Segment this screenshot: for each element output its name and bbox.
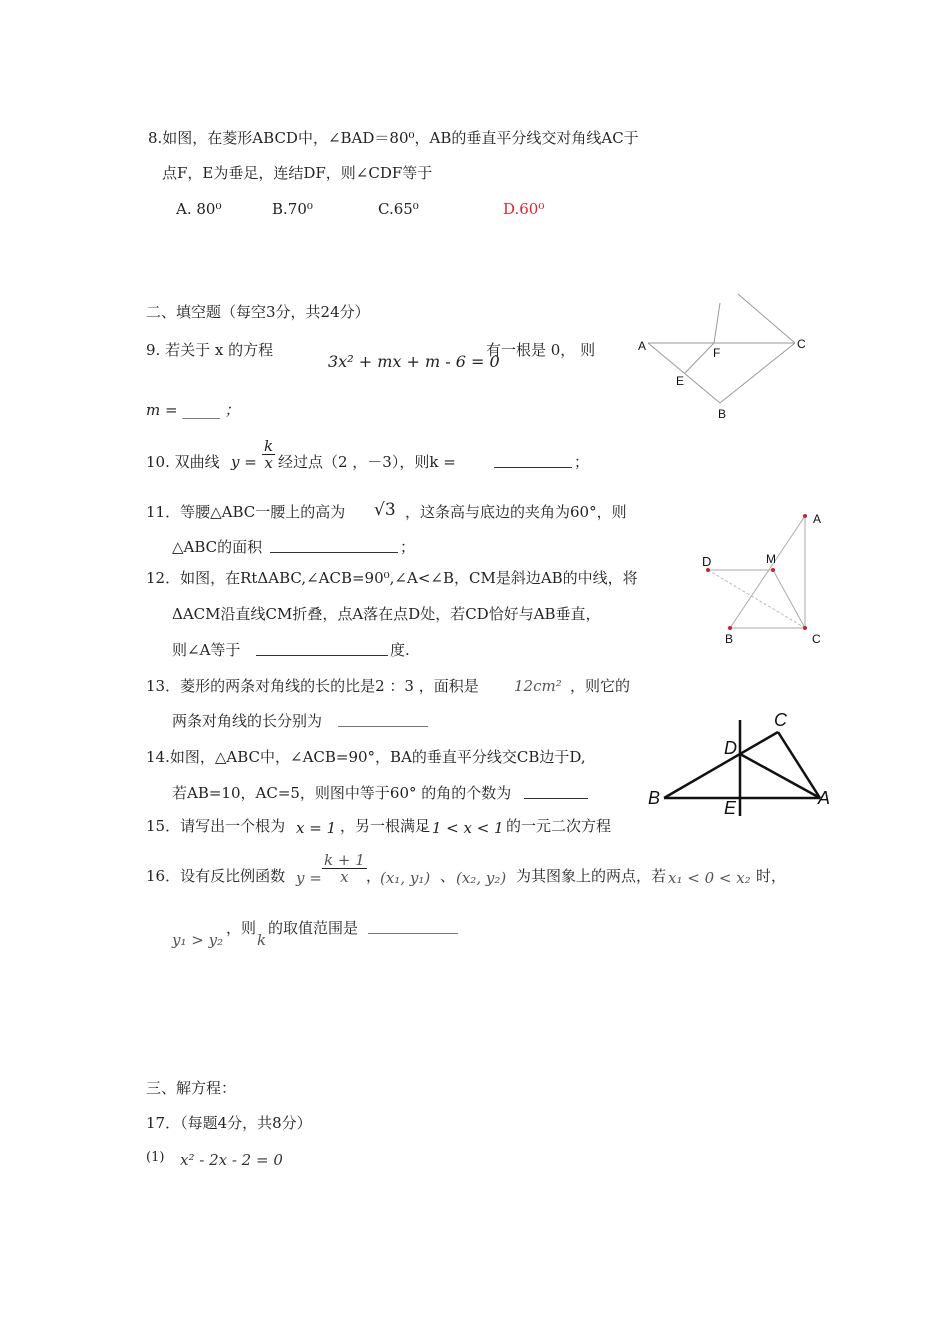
q9-suffix: 有一根是 0， 则: [486, 341, 596, 359]
fig-line-da: [740, 754, 820, 798]
q9-answer-line: m = _____ ；: [146, 401, 240, 419]
q16-sep: 、: [440, 867, 456, 885]
q17-part1-label: (1): [146, 1150, 165, 1165]
q9-equation: 3x² + mx + m - 6 = 0: [328, 352, 500, 371]
q13-blank[interactable]: [338, 712, 428, 727]
fig-label-d: D: [702, 554, 712, 569]
fig-label-a: A: [813, 512, 822, 526]
fig-side-ca: [778, 732, 820, 798]
q17-part1-equation: x² - 2x - 2 = 0: [180, 1151, 283, 1169]
q16-frac-num: k + 1: [324, 851, 365, 869]
q12-line1: 12．如图，在RtΔABC,∠ACB=90⁰,∠A<∠B，CM是斜边AB的中线，将: [146, 569, 638, 587]
fig-point-b: [728, 626, 732, 630]
q10-y: y =: [231, 453, 257, 471]
fig-label-c: C: [812, 632, 821, 646]
q16-f: 的取值范围是: [268, 919, 359, 937]
q8-option-b: B.70⁰: [272, 200, 313, 218]
q16-fn-lhs: y =: [296, 869, 322, 887]
q11-line1a: 11．等腰△ABC一腰上的高为: [146, 503, 346, 521]
q16-point2: (x₂, y₂): [456, 869, 507, 887]
fig-point-m: [771, 568, 775, 572]
fig-point-a: [803, 514, 807, 518]
q16-cond: x₁ < 0 < x₂: [668, 869, 751, 887]
q8-option-c: C.65⁰: [378, 200, 419, 218]
q11-line2: △ABC的面积: [172, 538, 263, 556]
fig-hyp-ab: [730, 516, 805, 628]
fig-label-b: B: [648, 788, 661, 808]
q8-option-a: A. 80⁰: [176, 200, 222, 218]
fig-label-a: A: [818, 788, 831, 808]
fig-label-f: F: [713, 346, 721, 360]
fold-figure: [698, 508, 828, 648]
q12-line3a: 则∠A等于: [172, 641, 241, 659]
q16-fraction: [320, 852, 369, 885]
section2-title: 二、填空题（每空3分，共24分）: [146, 303, 370, 321]
q10-frac-num: k: [264, 437, 274, 455]
q13-area: 12cm²: [514, 677, 562, 695]
q16-b: ，: [366, 867, 382, 885]
fig-label-b: B: [725, 632, 734, 646]
fig-label-c: C: [797, 337, 806, 351]
fig-line-dc: [738, 294, 795, 343]
rhombus-figure: [630, 288, 820, 426]
fig-label-a: A: [638, 339, 647, 353]
q17-title: 17．（每题4分，共8分）: [146, 1114, 312, 1132]
triangle-figure: [640, 708, 840, 820]
fig-side-bc: [720, 343, 795, 403]
q11-sqrt: √3: [374, 500, 396, 520]
q16-a: 16．设有反比例函数: [146, 867, 286, 885]
q13-line1a: 13．菱形的两条对角线的长的比是2 ：3 ，面积是: [146, 677, 479, 695]
fig-label-b: B: [718, 407, 727, 421]
q10-prefix: 10. 双曲线: [146, 453, 220, 471]
q15-range: - 1 < x < 1: [422, 819, 504, 837]
q9-prefix: 9. 若关于 x 的方程: [146, 341, 274, 359]
q11-end: ；: [400, 538, 416, 556]
fig-line-mc: [773, 570, 805, 628]
q15-root: x = 1: [296, 819, 337, 837]
q8-line2: 点F，E为垂足，连结DF，则∠CDF等于: [162, 164, 433, 182]
fig-label-c: C: [774, 710, 787, 730]
fig-line-df: [714, 303, 720, 343]
q16-blank[interactable]: [368, 919, 458, 934]
q13-line2: 两条对角线的长分别为: [172, 712, 323, 730]
q13-line1b: ，则它的: [570, 677, 631, 695]
q15-b: ，另一根满足: [340, 817, 431, 835]
q8-line1: 8.如图，在菱形ABCD中，∠BAD＝80⁰，AB的垂直平分线交对角线AC于: [148, 129, 639, 147]
q14-line1: 14.如图，△ABC中，∠ACB=90°，BA的垂直平分线交CB边于D,: [146, 748, 586, 766]
fig-line-dc: [708, 570, 805, 628]
q10-suffix: 经过点（2 ，－3），则k =: [278, 453, 456, 471]
q16-k: k: [257, 931, 267, 949]
q10-blank[interactable]: [494, 453, 572, 468]
q14-blank[interactable]: [524, 784, 588, 799]
fig-side-ab: [648, 343, 720, 403]
q12-blank[interactable]: [256, 641, 388, 656]
q16-cond2: y₁ > y₂: [172, 931, 224, 949]
q8-option-d: D.60⁰: [503, 200, 545, 218]
fig-label-d: D: [724, 738, 737, 758]
q16-e: ，则: [226, 919, 257, 937]
q11-blank[interactable]: [270, 538, 398, 553]
fig-label-m: M: [766, 552, 776, 566]
q15-a: 15．请写出一个根为: [146, 817, 286, 835]
q15-c: 的一元二次方程: [506, 817, 612, 835]
fig-point-c: [803, 626, 807, 630]
q16-c: 为其图象上的两点，若: [516, 867, 667, 885]
q12-line2: ΔACM沿直线CM折叠，点A落在点D处，若CD恰好与AB垂直，: [172, 605, 601, 623]
fig-label-e: E: [724, 798, 737, 818]
q14-line2: 若AB=10，AC=5，则图中等于60° 的角的个数为: [172, 784, 512, 802]
section3-title: 三、解方程：: [146, 1079, 237, 1097]
q10-end: ；: [574, 453, 590, 471]
q16-frac-den: x: [340, 868, 349, 886]
fig-line-ef: [685, 343, 714, 373]
fig-label-e: E: [676, 374, 685, 388]
q10-frac-den: x: [264, 454, 273, 472]
q11-line1b: ，这条高与底边的夹角为60°，则: [405, 503, 627, 521]
q16-d: 时，: [756, 867, 787, 885]
q10-fraction: [260, 438, 277, 471]
q12-line3b: 度.: [390, 641, 410, 659]
q16-point1: (x₁, y₁): [380, 869, 431, 887]
